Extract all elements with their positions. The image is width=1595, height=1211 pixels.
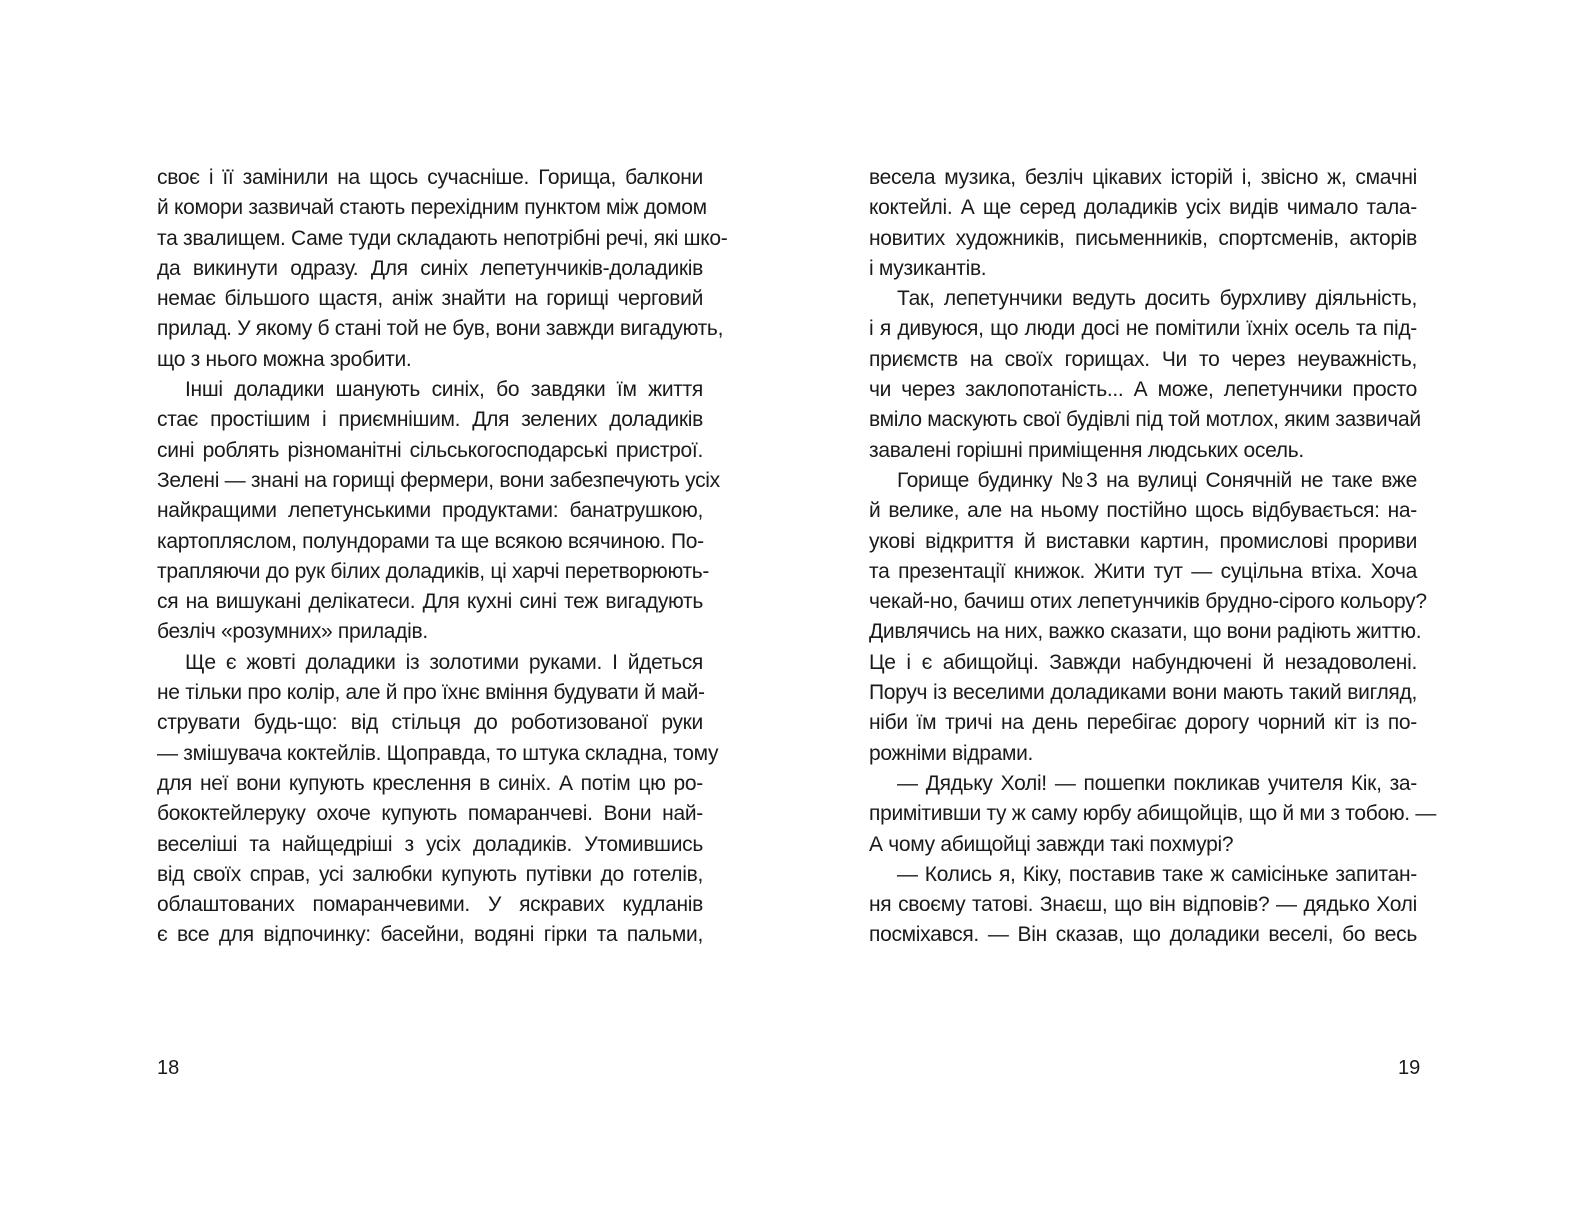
- text-line: Так, лепетунчики ведуть досить бурхливу діяльність,: [897, 287, 1417, 311]
- text-line: Поруч із веселими доладиками вони мають такий вигляд,: [869, 681, 1417, 705]
- text-line: від своїх справ, усі залюбки купують путівки до готелів,: [157, 862, 703, 886]
- text-line: не тільки про колір, але й про їхнє вміння будувати й май-: [157, 681, 705, 705]
- text-line: картопляслом, полундорами та ще всякою всячиною. По-: [157, 529, 704, 553]
- text-line: й велике, але на ньому постійно щось відбувається: на-: [869, 499, 1417, 523]
- text-line: струвати будь-що: від стільця до роботизованої руки: [157, 711, 703, 735]
- text-line: і я дивуюся, що люди досі не помітили їхніх осель та під-: [869, 317, 1417, 341]
- text-line: — Дядьку Холі! — пошепки покликав учителя Кік, за-: [897, 771, 1417, 795]
- text-line: найкращими лепетунськими продуктами: банатрушкою,: [157, 499, 703, 523]
- text-line: стає простішим і приємнішим. Для зелених доладиків: [157, 408, 703, 432]
- text-line: та звалищем. Саме туди складають непотрібні речі, які шко-: [157, 226, 728, 250]
- page-number: 19: [1398, 1057, 1421, 1079]
- text-line: весела музика, безліч цікавих історій і, звісно ж, смачні: [869, 166, 1417, 189]
- text-line: — змішувача коктейлів. Щоправда, то штука складна, тому: [157, 741, 719, 765]
- text-line: бококтейлеруку охоче купують помаранчеві. Вони най-: [157, 802, 703, 826]
- text-line: Це і є абищойці. Завжди набундючені й незадоволені.: [869, 650, 1417, 674]
- text-line: є все для відпочинку: басейни, водяні гірки та пальми,: [157, 923, 703, 947]
- text-line: своє і її замінили на щось сучасніше. Горища, балкони: [157, 166, 703, 189]
- text-line: примітивши ту ж саму юрбу абищойців, що й ми з тобою. —: [869, 802, 1437, 826]
- text-line: завалені горішні приміщення людських осель.: [869, 438, 1304, 462]
- text-line: да викинути одразу. Для синіх лепетунчиків-доладиків: [157, 256, 703, 280]
- text-line: вміло маскують свої будівлі під той мотлох, яким зазвичай: [869, 408, 1421, 432]
- text-line: прилад. У якому б стані той не був, вони завжди вигадують,: [157, 317, 724, 341]
- right-page: [797, 0, 1595, 1211]
- text-line: посміхався. — Він сказав, що доладики веселі, бо весь: [869, 923, 1417, 947]
- right-page-text: [869, 163, 1437, 951]
- text-line: сині роблять різноманітні сільськогосподарські пристрої.: [157, 438, 703, 462]
- text-line: рожніми відрами.: [869, 741, 1034, 765]
- text-line: та презентації книжок. Жити тут — суцільна втіха. Хоча: [869, 559, 1417, 583]
- text-line: новитих художників, письменників, спортсменів, акторів: [869, 226, 1417, 250]
- text-line: Ще є жовті доладики із золотими руками. І йдеться: [185, 650, 703, 674]
- text-line: — Колись я, Кіку, поставив таке ж самісіньке запитан-: [897, 862, 1417, 886]
- text-line: трапляючи до рук білих доладиків, ці харчі перетворюють-: [157, 559, 710, 583]
- page-number: 18: [157, 1057, 180, 1079]
- text-line: Зелені — знані на горищі фермери, вони забезпечують усіх: [157, 468, 720, 492]
- text-line: чи через заклопотаність... А може, лепетунчики просто: [869, 378, 1417, 402]
- text-line: А чому абищойці завжди такі похмурі?: [869, 832, 1234, 856]
- text-line: коктейлі. А ще серед доладиків усіх видів чимало тала-: [869, 196, 1417, 220]
- text-line: і музикантів.: [869, 256, 987, 280]
- text-line: Горище будинку №3 на вулиці Сонячній не таке вже: [897, 468, 1417, 492]
- text-line: ніби їм тричі на день перебігає дорогу чорний кіт із по-: [869, 711, 1417, 735]
- text-line: немає більшого щастя, аніж знайти на горищі черговий: [157, 287, 703, 311]
- text-line: для неї вони купують креслення в синіх. А потім цю ро-: [157, 771, 703, 795]
- left-page: [0, 0, 797, 1211]
- text-line: чекай-но, бачиш отих лепетунчиків брудно-сірого кольору?: [869, 590, 1427, 614]
- text-line: укові відкриття й виставки картин, промислові прориви: [869, 529, 1417, 553]
- text-line: Інші доладики шанують синіх, бо завдяки їм життя: [185, 378, 703, 402]
- text-line: облаштованих помаранчевими. У яскравих кудланів: [157, 893, 703, 917]
- text-line: приємств на своїх горищах. Чи то через неуважність,: [869, 347, 1417, 371]
- text-line: ня своєму татові. Знаєш, що він відповів? — дядько Холі: [869, 893, 1417, 917]
- left-page-text: [157, 163, 728, 951]
- text-line: безліч «розумних» приладів.: [157, 620, 428, 644]
- text-line: що з нього можна зробити.: [157, 347, 412, 371]
- text-line: ся на вишукані делікатеси. Для кухні сині теж вигадують: [157, 590, 703, 614]
- text-line: Дивлячись на них, важко сказати, що вони радіють життю.: [869, 620, 1422, 644]
- text-line: й комори зазвичай стають перехідним пунктом між домом: [157, 196, 707, 220]
- text-line: веселіші та найщедріші з усіх доладиків. Утомившись: [157, 832, 703, 856]
